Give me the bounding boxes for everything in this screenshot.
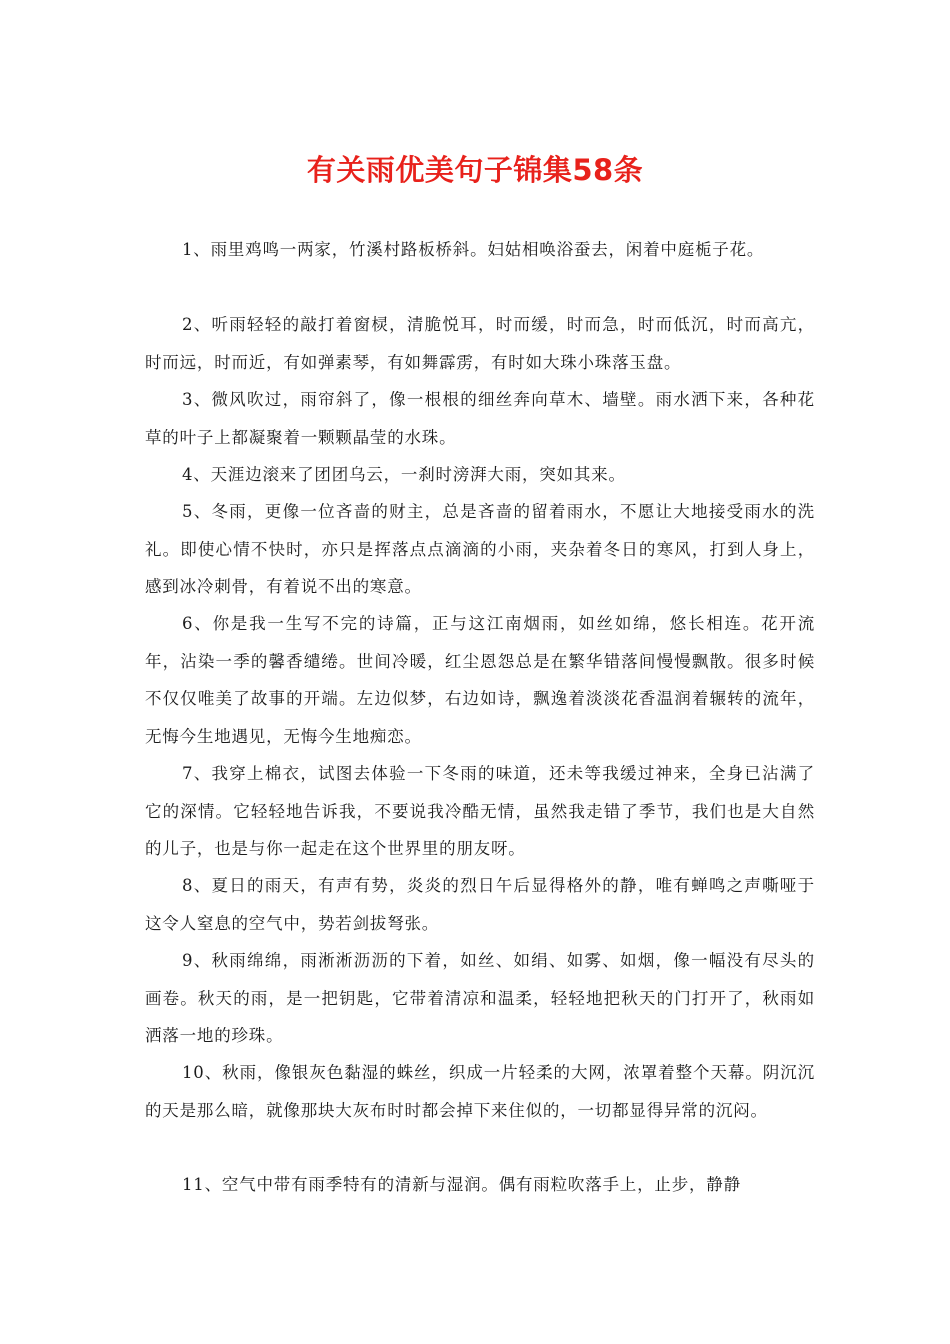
sentence-item-5: 5、冬雨，更像一位吝啬的财主，总是吝啬的留着雨水，不愿让大地接受雨水的洗礼。即使心情不快时，亦只是挥落点点滴滴的小雨，夹杂着冬日的寒风，打到人身上，感到冰冷刺骨，有着说不出的寒意。 xyxy=(145,502,815,596)
sentence-item-3: 3、微风吹过，雨帘斜了，像一根根的细丝奔向草木、墙壁。雨水洒下来，各种花草的叶子上都凝聚着一颗颗晶莹的水珠。 xyxy=(145,390,815,447)
sentence-item-10: 10、秋雨，像银灰色黏湿的蛛丝，织成一片轻柔的大网，浓罩着整个天幕。阴沉沉的天是那么暗，就像那块大灰布时时都会掉下来住似的，一切都显得异常的沉闷。 xyxy=(145,1063,815,1120)
page-title: 有关雨优美句子锦集58条 xyxy=(306,153,644,187)
sentence-item-1: 1、雨里鸡鸣一两家，竹溪村路板桥斜。妇姑相唤浴蚕去，闲着中庭栀子花。 xyxy=(182,240,765,259)
sentence-item-11: 11、空气中带有雨季特有的清新与湿润。偶有雨粒吹落手上，止步，静静 xyxy=(182,1175,741,1194)
sentence-item-9: 9、秋雨绵绵，雨淅淅沥沥的下着，如丝、如绢、如雾、如烟，像一幅没有尽头的画卷。秋天的雨，是一把钥匙，它带着清凉和温柔，轻轻地把秋天的门打开了，秋雨如洒落一地的珍珠。 xyxy=(145,951,815,1045)
sentence-item-7: 7、我穿上棉衣，试图去体验一下冬雨的味道，还未等我缓过神来，全身已沾满了它的深情。它轻轻地告诉我，不要说我冷酷无情，虽然我走错了季节，我们也是大自然的儿子，也是与你一起走在这个世界里的朋友呀。 xyxy=(145,764,815,858)
sentence-item-2: 2、听雨轻轻的敲打着窗棂，清脆悦耳，时而缓，时而急，时而低沉，时而高亢，时而远，时而近，有如弹素琴，有如舞霹雳，有时如大珠小珠落玉盘。 xyxy=(145,315,815,372)
sentence-item-4: 4、天涯边滚来了团团乌云，一刹时滂湃大雨，突如其来。 xyxy=(182,465,626,484)
sentence-item-6: 6、你是我一生写不完的诗篇，正与这江南烟雨，如丝如绵，悠长相连。花开流年，沾染一季的馨香缱绻。世间冷暖，红尘恩怨总是在繁华错落间慢慢飘散。很多时候不仅仅唯美了故事的开端。左边似梦，右边如诗，飘逸着淡淡花香温润着辗转的流年，无悔今生地遇见，无悔今生地痴恋。 xyxy=(145,614,815,746)
sentence-item-8: 8、夏日的雨天，有声有势，炎炎的烈日午后显得格外的静，唯有蝉鸣之声嘶哑于这令人窒息的空气中，势若剑拔弩张。 xyxy=(145,876,815,933)
